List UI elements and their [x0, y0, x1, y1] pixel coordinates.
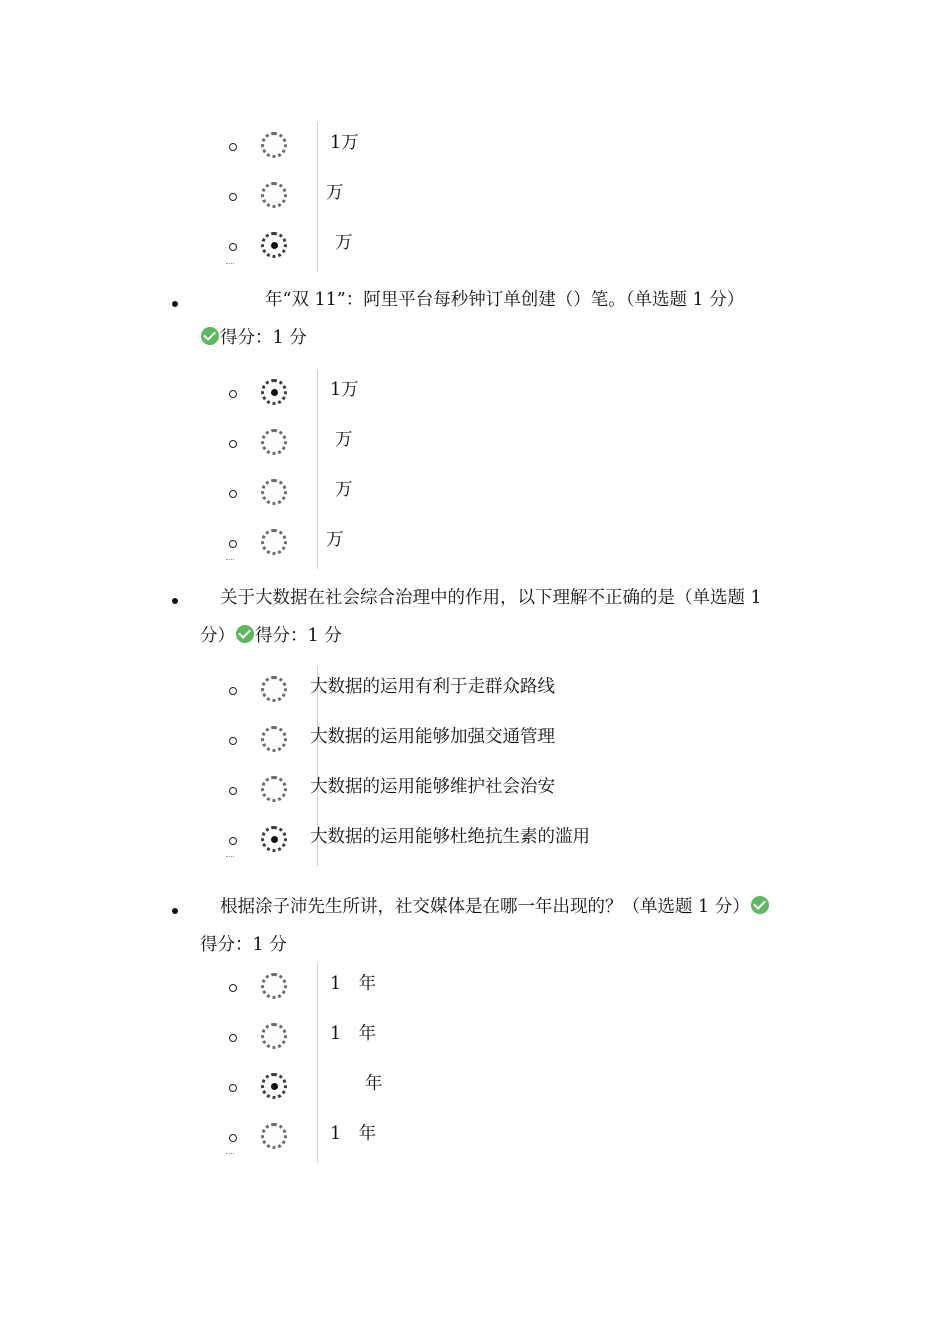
list-bullet: [229, 143, 237, 151]
option-label: 大数据的运用能够维护社会治安: [310, 777, 555, 797]
radio-button[interactable]: [261, 676, 287, 702]
option-label: 万: [335, 233, 353, 253]
option-item[interactable]: [0, 963, 700, 1013]
list-bullet: [229, 687, 237, 695]
option-item[interactable]: [0, 419, 700, 469]
option-label: 1 年: [330, 974, 377, 994]
list-bullet: [229, 787, 237, 795]
check-icon: [201, 327, 219, 345]
radio-button[interactable]: [261, 182, 287, 208]
question-bullet: [172, 598, 178, 604]
option-item[interactable]: [0, 1113, 700, 1163]
radio-button[interactable]: [261, 479, 287, 505]
option-item[interactable]: [0, 716, 700, 766]
option-item[interactable]: [0, 172, 700, 222]
question-text: 根据涂子沛先生所讲，社交媒体是在哪一年出现的？（单选题 1 分）: [220, 893, 770, 918]
list-bullet: [229, 1034, 237, 1042]
radio-button[interactable]: [261, 1073, 287, 1099]
list-bullet: [229, 1134, 237, 1142]
option-item[interactable]: [0, 1013, 700, 1063]
option-label: 大数据的运用能够加强交通管理: [310, 727, 555, 747]
radio-button[interactable]: [261, 1023, 287, 1049]
option-label: 年: [330, 1074, 383, 1094]
radio-button[interactable]: [261, 726, 287, 752]
option-item[interactable]: [0, 122, 700, 172]
radio-button[interactable]: [261, 379, 287, 405]
option-item[interactable]: [0, 766, 700, 816]
check-icon: [236, 625, 254, 643]
option-item[interactable]: [0, 666, 700, 716]
option-item[interactable]: [0, 816, 700, 866]
list-bullet: [229, 1084, 237, 1092]
option-label: 1 年: [330, 1024, 377, 1044]
radio-button[interactable]: [261, 973, 287, 999]
question-text: 关于大数据在社会综合治理中的作用，以下理解不正确的是（单选题 1: [220, 588, 762, 608]
option-label: 1万: [330, 133, 359, 153]
question-bullet: [172, 301, 178, 307]
question-bullet: [172, 908, 178, 914]
radio-button[interactable]: [261, 529, 287, 555]
score-line: 得分：1 分: [200, 324, 307, 349]
option-item[interactable]: [0, 469, 700, 519]
radio-button[interactable]: [261, 776, 287, 802]
list-bullet: [229, 490, 237, 498]
option-item[interactable]: [0, 369, 700, 419]
list-bullet: [229, 540, 237, 548]
radio-button[interactable]: [261, 232, 287, 258]
list-bullet: [229, 390, 237, 398]
list-bullet: [229, 243, 237, 251]
list-bullet: [229, 440, 237, 448]
option-label: 大数据的运用有利于走群众路线: [310, 677, 555, 697]
list-end-mark: [226, 1153, 234, 1157]
option-item[interactable]: [0, 519, 700, 569]
check-icon: [751, 896, 769, 914]
option-label: 1万: [330, 380, 359, 400]
option-label: 万: [326, 530, 344, 550]
score-line: 得分：1 分: [200, 935, 287, 955]
option-label: 大数据的运用能够杜绝抗生素的滥用: [310, 827, 590, 847]
option-item[interactable]: [0, 222, 700, 272]
option-item[interactable]: [0, 1063, 700, 1113]
radio-button[interactable]: [261, 132, 287, 158]
radio-button[interactable]: [261, 429, 287, 455]
list-bullet: [229, 737, 237, 745]
radio-button[interactable]: [261, 826, 287, 852]
list-end-mark: [226, 559, 234, 563]
list-bullet: [229, 193, 237, 201]
list-end-mark: [226, 263, 234, 267]
option-label: 万: [335, 480, 353, 500]
option-label: 万: [335, 430, 353, 450]
list-end-mark: [226, 856, 234, 860]
list-bullet: [229, 837, 237, 845]
question-text: 年“双 11”：阿里平台每秒钟订单创建（）笔。（单选题 1 分）: [265, 290, 745, 310]
list-bullet: [229, 984, 237, 992]
score-line: 分） 得分：1 分: [200, 626, 342, 646]
radio-button[interactable]: [261, 1123, 287, 1149]
option-label: 万: [326, 183, 344, 203]
option-label: 1 年: [330, 1124, 377, 1144]
